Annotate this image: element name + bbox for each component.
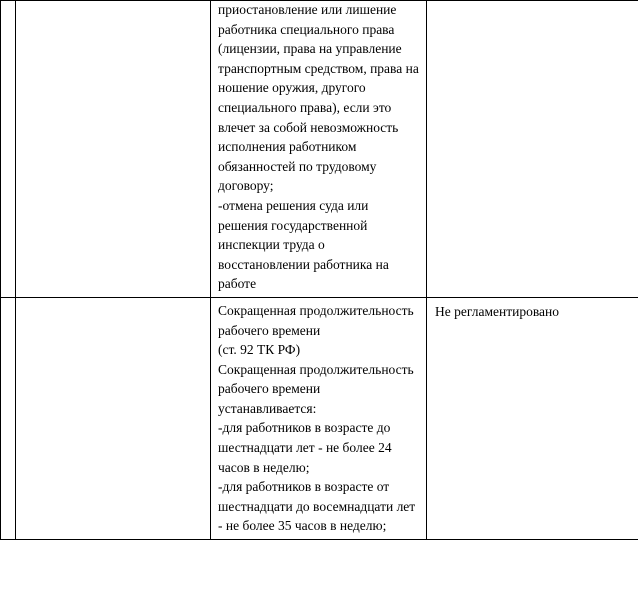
paragraph-heading-reduced-hours: Сокращенная продолжительность рабочего времени	[218, 302, 414, 338]
table-cell-criterion	[16, 297, 211, 539]
paragraph-reduced-hours-intro: Сокращенная продолжительность рабочего времени устанавливается:	[218, 361, 414, 416]
table-cell-criterion	[16, 1, 211, 298]
paragraph-16-to-18: -для работников в возрасте от шестнадцати до восемнадцати лет - не более 35 часов в неделю;	[218, 479, 416, 534]
paragraph-special-right: приостановление или лишение работника специального права (лицензии, права на управление транспортным средством, права на ношение оружия, другого специального права), если это влечет за собой невозможность исполнения работником обязанностей по трудовому договору;	[218, 2, 419, 194]
table-row	[1, 1, 638, 298]
paragraph-not-regulated: Не регламентировано	[435, 303, 559, 319]
paragraph-court-decision: -отмена решения суда или решения государственной инспекции труда о восстановлении работника на работе	[218, 197, 389, 292]
table-cell-rf-rules	[211, 1, 427, 298]
table-cell-rf-rules	[211, 297, 427, 539]
table-cell-marker	[1, 1, 16, 298]
table-cell-other-rules	[427, 1, 638, 298]
table-cell-marker	[1, 297, 16, 539]
paragraph-under-16: -для работников в возрасте до шестнадцати лет - не более 24 часов в неделю;	[218, 420, 392, 475]
table-cell-other-rules	[427, 297, 638, 539]
table-row	[1, 297, 638, 539]
paragraph-article-reference: (ст. 92 ТК РФ)	[218, 342, 301, 358]
